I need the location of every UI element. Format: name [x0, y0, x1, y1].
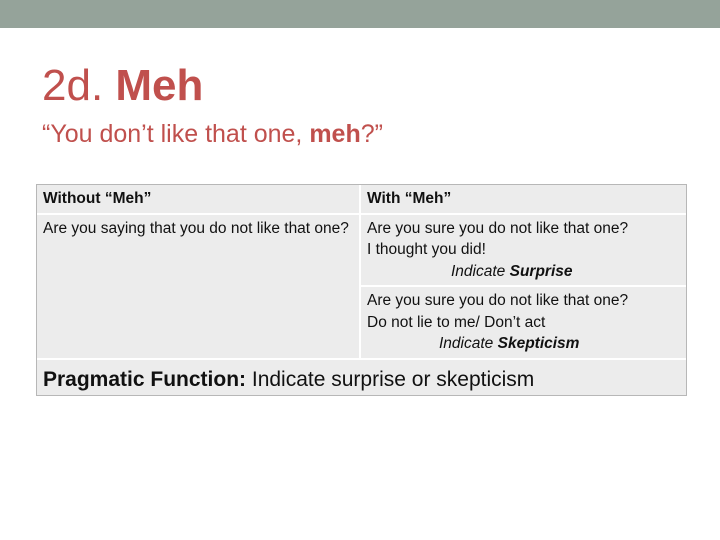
surprise-example-cell: [361, 215, 686, 286]
with-meh-column: [361, 215, 686, 358]
without-meh-cell: Are you saying that you do not like that one?: [37, 215, 361, 358]
subtitle-pre: “You don’t like that one,: [42, 120, 310, 148]
comparison-table: [36, 184, 687, 396]
surprise-indicator-word: Surprise: [509, 262, 573, 280]
top-bar: [0, 0, 720, 28]
skepticism-indicator-pre: Indicate: [439, 335, 498, 352]
header-without-meh: Without “Meh”: [37, 185, 361, 213]
slide-subtitle: [42, 118, 383, 150]
slide-title: [42, 58, 203, 114]
skepticism-indicator-word: Skepticism: [497, 335, 580, 352]
pragmatic-function-row: [37, 360, 686, 395]
pragmatic-function-label: Pragmatic Function:: [43, 367, 247, 391]
title-number: 2d.: [42, 61, 104, 110]
surprise-line-2: I thought you did!: [367, 241, 486, 258]
header-with-meh: With “Meh”: [361, 185, 686, 213]
skepticism-indicator: [367, 333, 680, 355]
surprise-indicator-pre: Indicate: [451, 262, 510, 280]
subtitle-post: ?”: [360, 120, 383, 148]
pragmatic-function-text: Indicate surprise or skepticism: [246, 367, 535, 391]
skepticism-example-cell: [361, 285, 686, 358]
table-body: [37, 213, 686, 358]
surprise-indicator: [367, 261, 680, 283]
title-word: Meh: [115, 61, 204, 110]
table-header-row: [37, 185, 686, 213]
subtitle-bold: meh: [309, 120, 361, 148]
skepticism-line-1: Are you sure you do not like that one?: [367, 292, 629, 309]
skepticism-line-2: Do not lie to me/ Don’t act: [367, 313, 546, 331]
surprise-line-1: Are you sure you do not like that one?: [367, 219, 629, 237]
